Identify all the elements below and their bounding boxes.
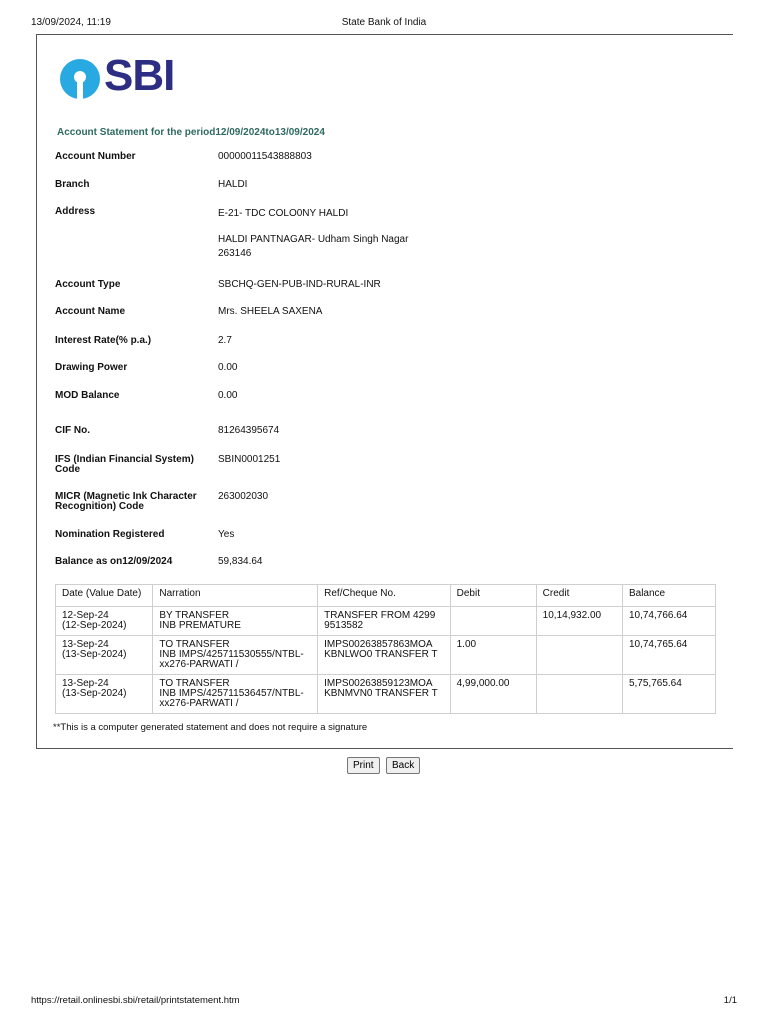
cell-credit: 10,14,932.00 — [536, 607, 622, 636]
computer-generated-note: **This is a computer generated statement and does not require a signature — [53, 722, 368, 733]
cell-date — [56, 636, 153, 675]
txn-ref-line-2: KBNLWO0 TRANSFER T — [324, 649, 438, 660]
cell-balance: 10,74,766.64 — [622, 607, 715, 636]
cell-date — [56, 675, 153, 714]
account-type-value: SBCHQ-GEN-PUB-IND-RURAL-INR — [218, 279, 381, 290]
cell-narration — [153, 636, 318, 675]
cell-narration — [153, 607, 318, 636]
txn-date: 13-Sep-24 — [62, 678, 109, 689]
micr-label-line-2: Recognition) Code — [55, 501, 144, 512]
account-number-label: Account Number — [55, 151, 136, 162]
mod-balance-label: MOD Balance — [55, 390, 120, 401]
micr-label — [55, 492, 210, 512]
back-button[interactable]: Back — [386, 757, 420, 774]
txn-narration-line-2: INB IMPS/425711530555/NTBL- — [159, 649, 304, 660]
statement-period: Account Statement for the period12/09/2024to13/09/2024 — [57, 127, 325, 138]
cell-date — [56, 607, 153, 636]
txn-ref-line-1: TRANSFER FROM 4299 — [324, 610, 436, 621]
interest-rate-value: 2.7 — [218, 335, 232, 346]
ifs-label-line-1: IFS (Indian Financial System) — [55, 454, 194, 465]
table-row — [56, 607, 716, 636]
account-name-label: Account Name — [55, 306, 126, 317]
transactions-table — [55, 584, 716, 714]
sbi-keyhole-icon — [60, 59, 100, 99]
txn-date: 12-Sep-24 — [62, 610, 109, 621]
txn-narration-line-2: INB PREMATURE — [159, 620, 241, 631]
print-url: https://retail.onlinesbi.sbi/retail/printstatement.htm — [31, 995, 240, 1006]
cell-balance: 10,74,765.64 — [622, 636, 715, 675]
header-ref: Ref/Cheque No. — [318, 585, 450, 607]
cell-narration — [153, 675, 318, 714]
nomination-value: Yes — [218, 529, 235, 540]
mod-balance-value: 0.00 — [218, 390, 238, 401]
address-line-1: E-21- TDC COLO0NY HALDI — [218, 208, 349, 219]
cell-credit — [536, 675, 622, 714]
header-debit: Debit — [450, 585, 536, 607]
cell-balance: 5,75,765.64 — [622, 675, 715, 714]
print-button[interactable]: Print — [347, 757, 380, 774]
table-row — [56, 636, 716, 675]
address-line-3: 263146 — [218, 248, 252, 259]
header-date: Date (Value Date) — [56, 585, 153, 607]
cif-label: CIF No. — [55, 425, 90, 436]
logo-text: SBI — [104, 51, 175, 100]
txn-ref-line-1: IMPS00263857863MOA — [324, 639, 433, 650]
drawing-power-label: Drawing Power — [55, 362, 128, 373]
txn-value-date: (13-Sep-2024) — [62, 688, 127, 699]
cell-ref — [318, 607, 450, 636]
interest-rate-label: Interest Rate(% p.a.) — [55, 335, 152, 346]
print-header — [31, 17, 737, 31]
account-type-label: Account Type — [55, 279, 121, 290]
txn-ref-line-2: KBNMVN0 TRANSFER T — [324, 688, 438, 699]
txn-narration-line-1: TO TRANSFER — [159, 678, 230, 689]
nomination-label: Nomination Registered — [55, 529, 165, 540]
cell-ref — [318, 675, 450, 714]
print-page-number: 1/1 — [723, 995, 737, 1006]
header-narration: Narration — [153, 585, 318, 607]
txn-narration-line-3: xx276-PARWATI / — [159, 659, 239, 670]
txn-narration-line-1: TO TRANSFER — [159, 639, 230, 650]
address-line-2: HALDI PANTNAGAR- Udham Singh Nagar — [218, 234, 409, 245]
ifs-label-line-2: Code — [55, 464, 80, 475]
txn-ref-line-2: 9513582 — [324, 620, 364, 631]
account-name-value: Mrs. SHEELA SAXENA — [218, 306, 323, 317]
sbi-logo — [60, 51, 190, 100]
table-header-row — [56, 585, 716, 607]
balance-as-on-label: Balance as on12/09/2024 — [55, 556, 173, 567]
micr-label-line-1: MICR (Magnetic Ink Character — [55, 491, 197, 502]
table-row — [56, 675, 716, 714]
cell-credit — [536, 636, 622, 675]
branch-label: Branch — [55, 179, 90, 190]
cell-ref — [318, 636, 450, 675]
print-datetime: 13/09/2024, 11:19 — [31, 17, 111, 28]
txn-value-date: (13-Sep-2024) — [62, 649, 127, 660]
account-number-value: 00000011543888803 — [218, 151, 312, 162]
print-page-title: State Bank of India — [341, 17, 427, 28]
txn-narration-line-2: INB IMPS/425711536457/NTBL- — [159, 688, 304, 699]
action-buttons — [347, 755, 422, 774]
cell-debit: 4,99,000.00 — [450, 675, 536, 714]
cell-debit — [450, 607, 536, 636]
txn-date: 13-Sep-24 — [62, 639, 109, 650]
drawing-power-value: 0.00 — [218, 362, 238, 373]
micr-value: 263002030 — [218, 491, 269, 502]
cell-debit: 1.00 — [450, 636, 536, 675]
header-balance: Balance — [622, 585, 715, 607]
txn-narration-line-3: xx276-PARWATI / — [159, 698, 239, 709]
branch-value: HALDI — [218, 179, 248, 190]
header-credit: Credit — [536, 585, 622, 607]
balance-as-on-value: 59,834.64 — [218, 556, 263, 567]
ifs-label — [55, 455, 210, 475]
ifs-value: SBIN0001251 — [218, 454, 281, 465]
cif-value: 81264395674 — [218, 425, 280, 436]
txn-value-date: (12-Sep-2024) — [62, 620, 127, 631]
address-label: Address — [55, 206, 96, 217]
txn-ref-line-1: IMPS00263859123MOA — [324, 678, 433, 689]
txn-narration-line-1: BY TRANSFER — [159, 610, 230, 621]
